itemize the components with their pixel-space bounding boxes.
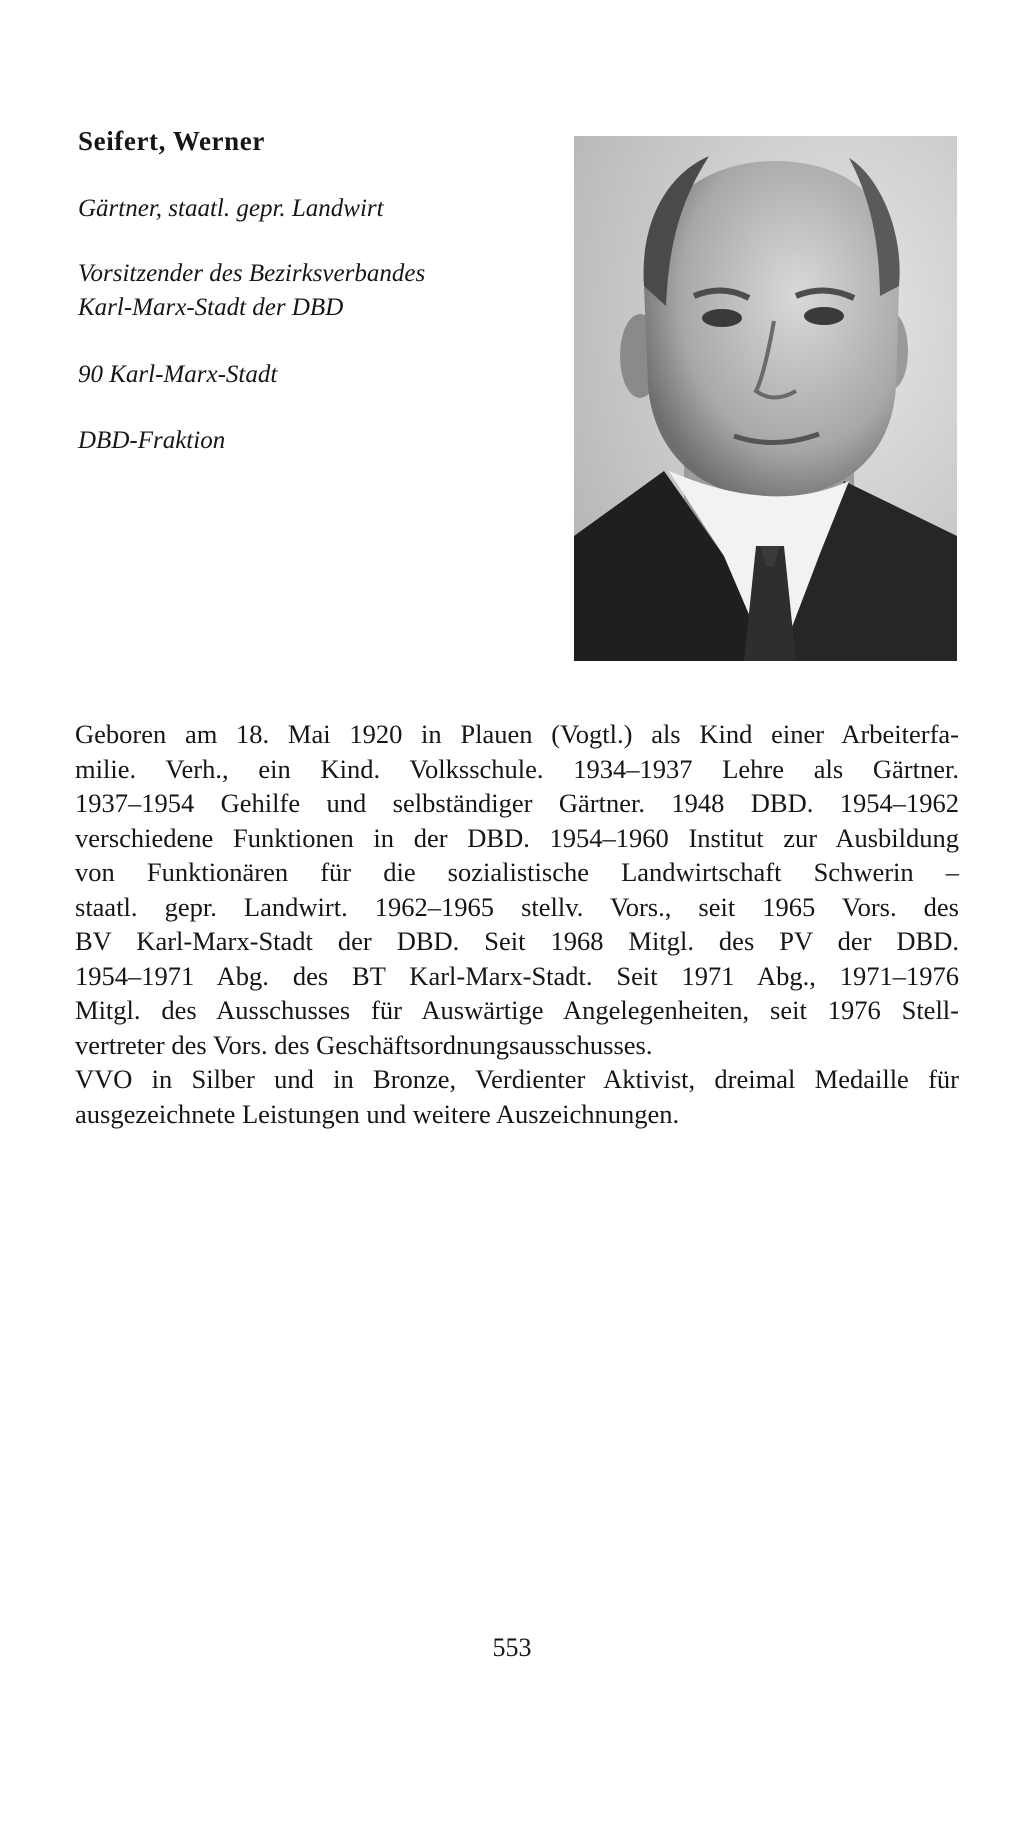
- biography: [75, 717, 959, 1131]
- position-title: [78, 257, 425, 325]
- page-number: 553: [492, 1633, 532, 1662]
- biography-line: vertreter des Vors. des Geschäftsordnungsausschusses.: [75, 1029, 653, 1060]
- faction: DBD-Fraktion: [78, 427, 226, 454]
- biography-line: BV Karl-Marx-Stadt der DBD. Seit 1968 Mitgl. des PV der DBD.: [75, 926, 959, 956]
- biography-line: 1954–1971 Abg. des BT Karl-Marx-Stadt. Seit 1971 Abg., 1971–1976: [75, 960, 959, 991]
- person-name: Seifert, Werner: [78, 126, 265, 156]
- biography-line: 1937–1954 Gehilfe und selbständiger Gärtner. 1948 DBD. 1954–1962: [75, 788, 959, 818]
- portrait-illustration: [574, 136, 957, 661]
- location: 90 Karl-Marx-Stadt: [78, 361, 278, 388]
- biography-line: verschiedene Funktionen in der DBD. 1954–1960 Institut zur Ausbildung: [75, 822, 959, 853]
- biography-line: von Funktionären für die sozialistische Landwirtschaft Schwerin –: [75, 857, 959, 887]
- portrait-photo: [574, 136, 957, 661]
- position-line: Karl-Marx-Stadt der DBD: [78, 294, 344, 321]
- awards-line: VVO in Silber und in Bronze, Verdienter Aktivist, dreimal Medaille für: [75, 1064, 959, 1094]
- awards-line: ausgezeichnete Leistungen und weitere Auszeichnungen.: [75, 1098, 680, 1129]
- position-line: Vorsitzender des Bezirksverbandes: [78, 260, 426, 287]
- biography-line: milie. Verh., ein Kind. Volksschule. 1934–1937 Lehre als Gärtner.: [75, 753, 959, 784]
- biography-line: staatl. gepr. Landwirt. 1962–1965 stellv. Vors., seit 1965 Vors. des: [75, 891, 959, 922]
- profession: Gärtner, staatl. gepr. Landwirt: [78, 195, 384, 222]
- biography-line: Mitgl. des Ausschusses für Auswärtige Angelegenheiten, seit 1976 Stell-: [75, 995, 959, 1025]
- biography-line: Geboren am 18. Mai 1920 in Plauen (Vogtl.) als Kind einer Arbeiterfa-: [75, 719, 959, 749]
